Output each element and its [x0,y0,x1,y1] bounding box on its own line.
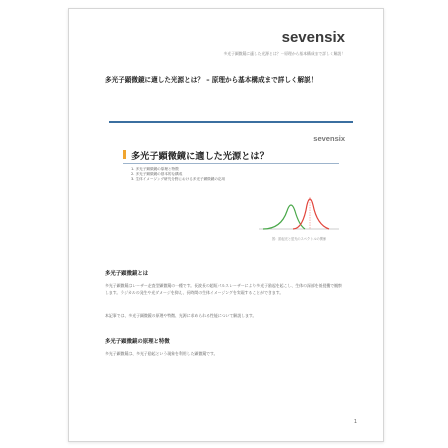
cover-slide-image [109,121,353,247]
slide-title: 多光子顕微鏡に適した光源とは？ [131,151,269,162]
section-paragraph: 多光子顕微鏡はレーザー走査型顕微鏡の一種です。長波長の超短パルスレーザーにより多光子励起を起こし、生体の深部を低侵襲で観察します。ラジカルの発生や光ダメージを抑え、長時間の生体イメージングを実現することができます。 [105,283,342,295]
excitation-curve [263,205,305,229]
section-heading: 多光子顕微鏡とは [105,271,149,277]
spectrum-diagram [257,189,341,233]
document-page [68,8,384,442]
toc-item: 1. 多光子顕微鏡の原理と特徴 [131,167,179,171]
slide-brand-logo: sevensix [313,134,345,143]
slide-title-accent [123,150,126,159]
spectrum-caption: 図：励起光と蛍光のスペクトルの関係 [271,237,327,241]
toc-item: 2. 多光子顕微鏡の基本的な構成 [131,172,183,176]
section-heading: 多光子顕微鏡の原理と特徴 [105,339,170,345]
brand-logo: sevensix [281,29,345,46]
slide-toc [131,167,225,182]
document-subhead: 多光子顕微鏡に適した光源とは？－原理から基本構成まで詳しく解説！ [223,51,345,56]
section-paragraph: 多光子顕微鏡は、多光子励起という現象を利用した顕微鏡です。 [105,351,218,356]
slide-divider [123,163,339,164]
toc-item: 3. 生体イメージング研究分野における多光子顕微鏡の応用 [131,177,226,181]
emission-curve [293,199,329,229]
page-number: 1 [353,419,357,425]
section-paragraph: 本記事では、多光子顕微鏡の原理や特徴、光源に求められる性能について解説します。 [105,313,257,318]
document-title: 多光子顕微鏡に適した光源とは？ – 原理から基本構成まで詳しく解説！ [105,76,318,84]
